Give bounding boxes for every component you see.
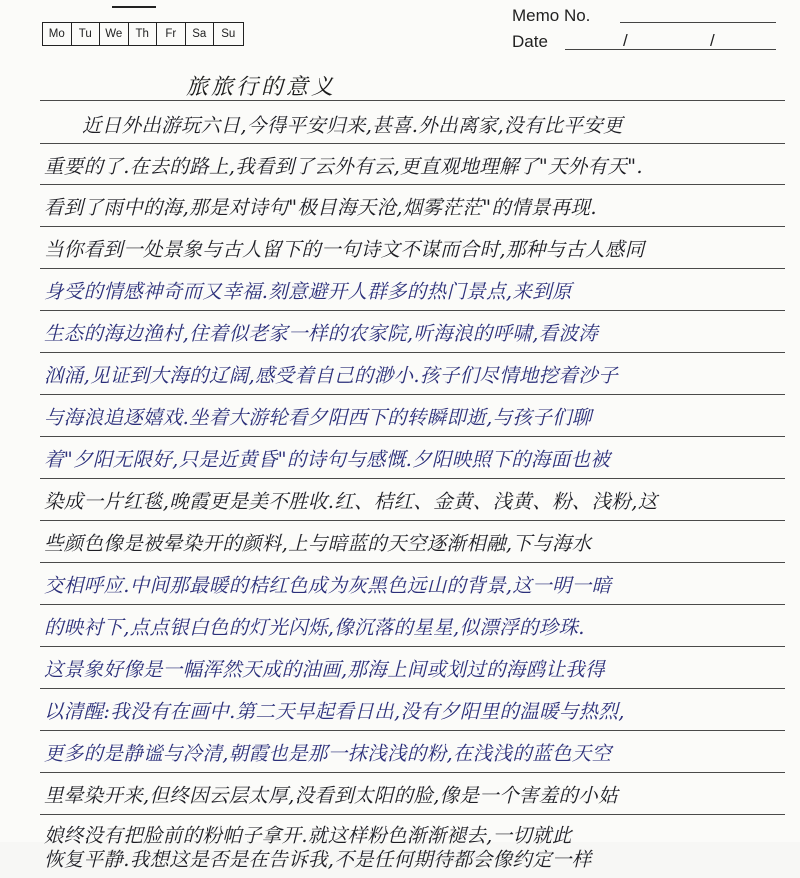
date-line bbox=[565, 49, 776, 50]
top-corner-rule bbox=[112, 6, 156, 8]
ruled-line bbox=[40, 814, 785, 815]
date-label: Date bbox=[512, 32, 548, 51]
weekday-we: We bbox=[100, 23, 129, 45]
essay-line-14: 这景象好像是一幅浑然天成的油画,那海上间或划过的海鸥让我得 bbox=[44, 658, 605, 681]
memo-number-line bbox=[620, 22, 776, 23]
essay-line-8: 与海浪追逐嬉戏.坐着大游轮看夕阳西下的转瞬即逝,与孩子们聊 bbox=[44, 406, 592, 429]
ruled-line bbox=[40, 604, 785, 605]
essay-line-6: 生态的海边渔村,住着似老家一样的农家院,听海浪的呼啸,看波涛 bbox=[44, 322, 599, 345]
ruled-line bbox=[40, 394, 785, 395]
ruled-line bbox=[40, 688, 785, 689]
essay-title: 旅旅行的意义 bbox=[186, 75, 337, 100]
ruled-line bbox=[40, 730, 785, 731]
weekday-boxes bbox=[42, 22, 244, 46]
essay-line-9: 着"夕阳无限好,只是近黄昏"的诗句与感慨.夕阳映照下的海面也被 bbox=[44, 448, 611, 471]
ruled-line bbox=[40, 268, 785, 269]
essay-line-4: 当你看到一处景象与古人留下的一句诗文不谋而合时,那种与古人感同 bbox=[44, 238, 645, 261]
essay-line-11: 些颜色像是被晕染开的颜料,上与暗蓝的天空逐渐相融,下与海水 bbox=[44, 532, 592, 555]
essay-line-5: 身受的情感神奇而又幸福.刻意避开人群多的热门景点,来到原 bbox=[44, 280, 572, 303]
memo-number-label: Memo No. bbox=[512, 6, 591, 25]
weekday-mo: Mo bbox=[43, 23, 72, 45]
date-slash-1: / bbox=[623, 31, 628, 50]
ruled-line bbox=[40, 100, 785, 101]
weekday-tu: Tu bbox=[72, 23, 101, 45]
essay-line-3: 看到了雨中的海,那是对诗句"极目海天沧,烟雾茫茫"的情景再现. bbox=[44, 196, 597, 219]
date-slash-2: / bbox=[710, 31, 715, 50]
weekday-sa: Sa bbox=[186, 23, 215, 45]
weekday-su: Su bbox=[221, 28, 236, 40]
ruled-line bbox=[40, 520, 785, 521]
ruled-line bbox=[40, 772, 785, 773]
ruled-line bbox=[40, 646, 785, 647]
essay-line-18: 娘终没有把脸前的粉帕子拿开.就这样粉色渐渐褪去,一切就此 bbox=[44, 824, 572, 847]
essay-line-12: 交相呼应.中间那最暖的桔红色成为灰黑色远山的背景,这一明一暗 bbox=[44, 574, 612, 597]
ruled-line bbox=[40, 478, 785, 479]
essay-line-13: 的映衬下,点点银白色的灯光闪烁,像沉落的星星,似漂浮的珍珠. bbox=[44, 616, 585, 639]
ruled-line bbox=[40, 562, 785, 563]
ruled-line bbox=[40, 436, 785, 437]
ruled-line bbox=[40, 310, 785, 311]
essay-line-16: 更多的是静谧与冷清,朝霞也是那一抹浅浅的粉,在浅浅的蓝色天空 bbox=[44, 742, 612, 765]
essay-line-19: 恢复平静.我想这是否是在告诉我,不是任何期待都会像约定一样 bbox=[44, 848, 592, 871]
essay-line-15: 以清醒:我没有在画中.第二天早起看日出,没有夕阳里的温暖与热烈, bbox=[44, 700, 625, 723]
essay-line-10: 染成一片红毯,晚霞更是美不胜收.红、桔红、金黄、浅黄、粉、浅粉,这 bbox=[44, 490, 658, 513]
essay-line-17: 里晕染开来,但终因云层太厚,没看到太阳的脸,像是一个害羞的小姑 bbox=[44, 784, 618, 807]
ruled-line bbox=[40, 352, 785, 353]
essay-line-2: 重要的了.在去的路上,我看到了云外有云,更直观地理解了"天外有天". bbox=[44, 155, 643, 178]
essay-line-7: 汹涌,见证到大海的辽阔,感受着自己的渺小.孩子们尽情地挖着沙子 bbox=[44, 364, 618, 387]
weekday-fr: Fr bbox=[157, 23, 186, 45]
ruled-line bbox=[40, 226, 785, 227]
weekday-th: Th bbox=[129, 23, 158, 45]
essay-line-1: 近日外出游玩六日,今得平安归来,甚喜.外出离家,没有比平安更 bbox=[82, 114, 623, 137]
